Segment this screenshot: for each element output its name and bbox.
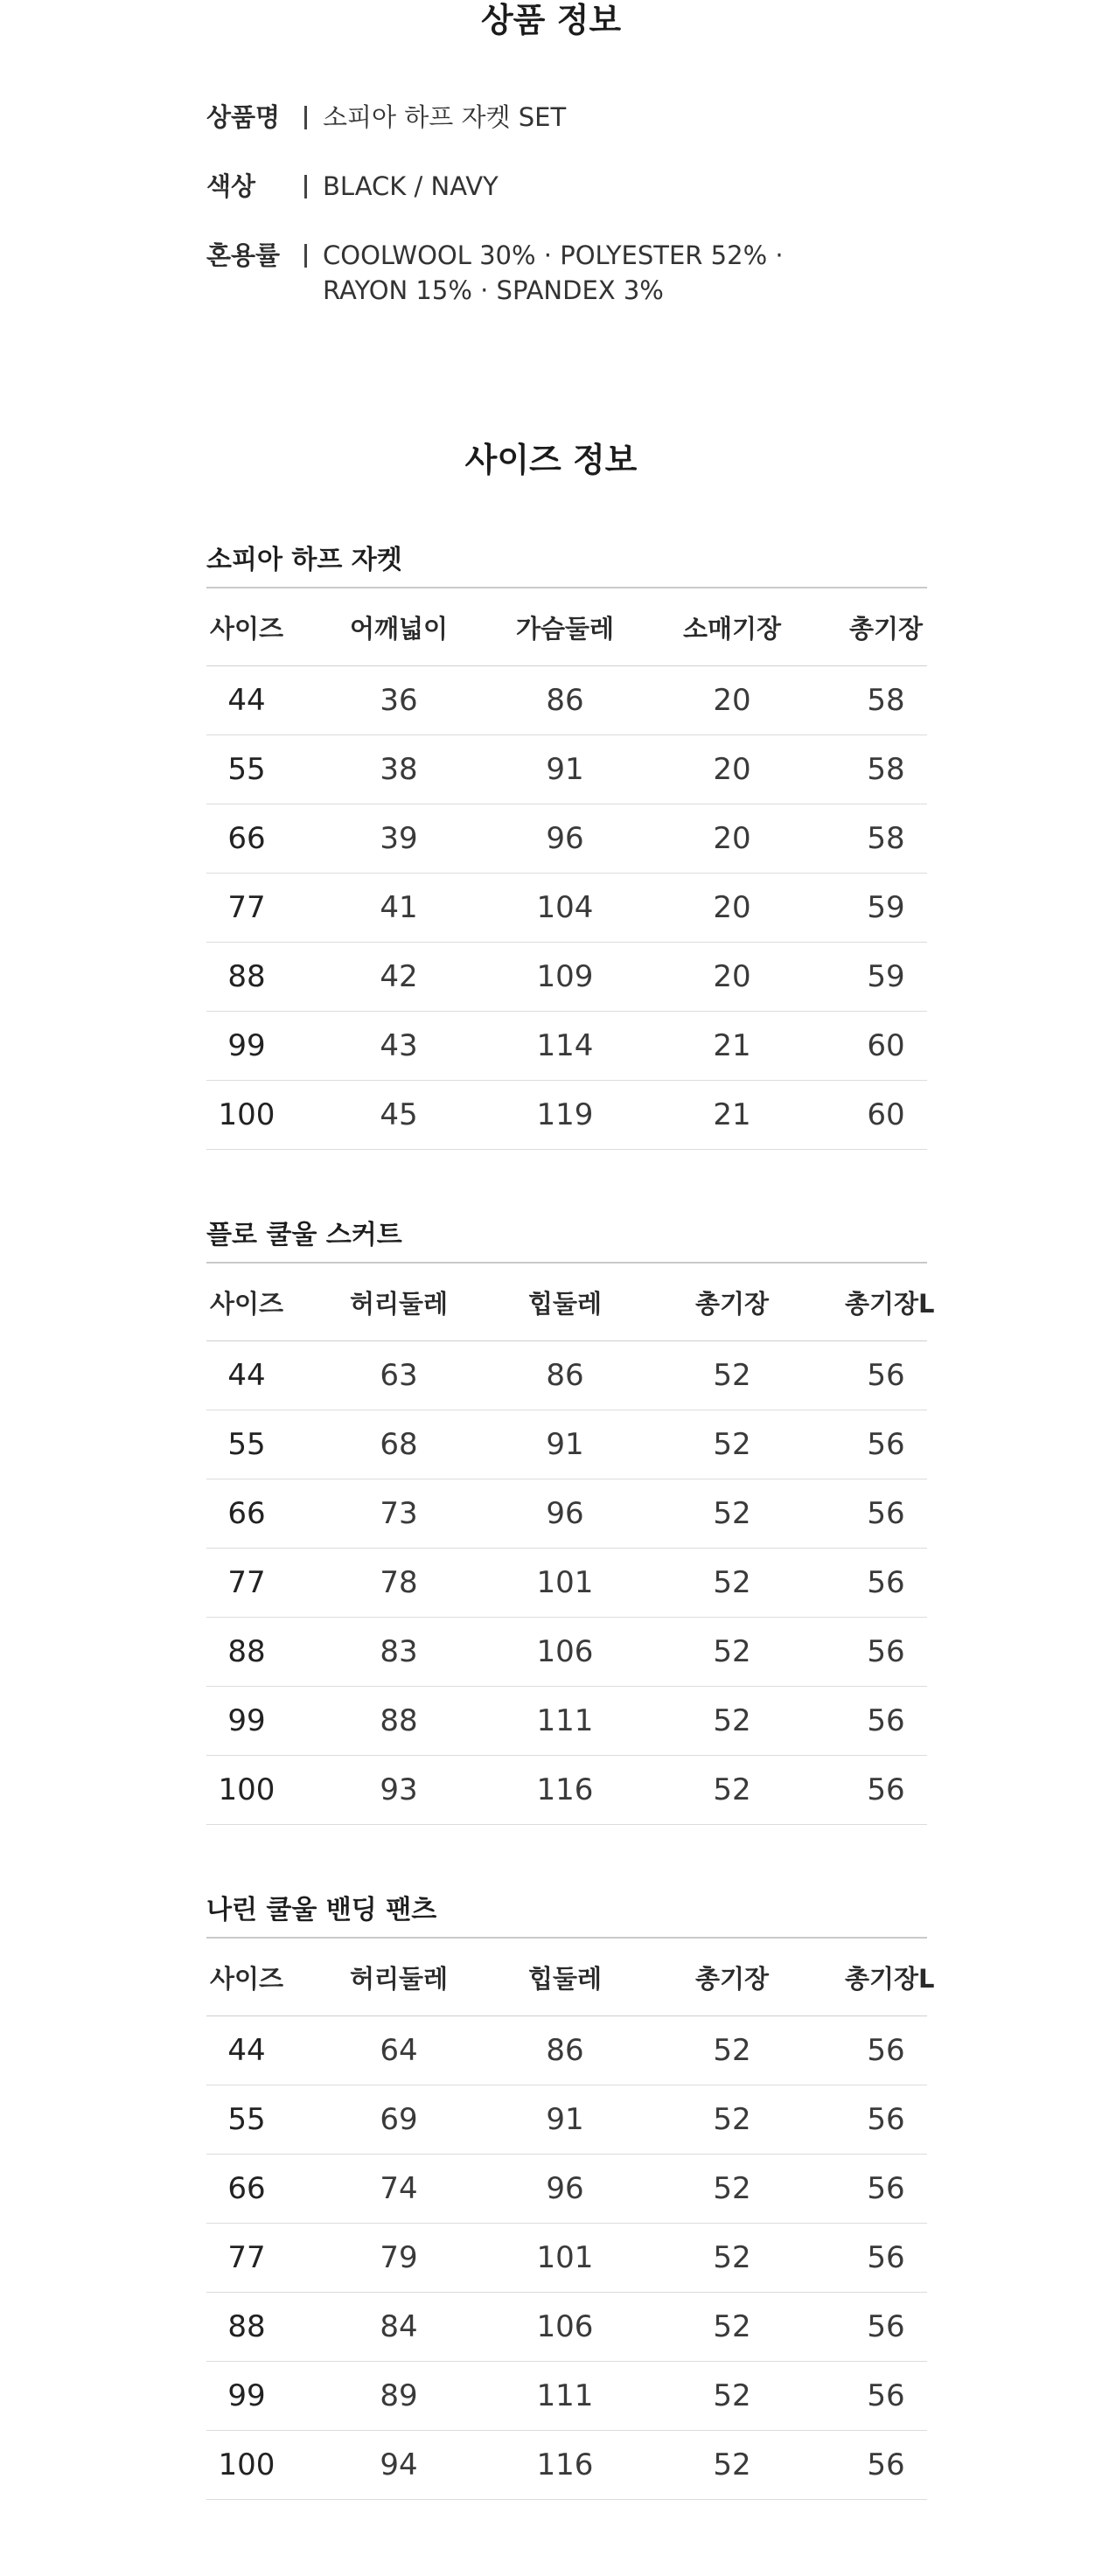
table-header-row: [206, 1939, 935, 2016]
table-row: [206, 1479, 927, 1549]
size-cell: 77: [227, 2240, 266, 2275]
measure-cell: 56: [867, 2033, 905, 2068]
info-value-line: BLACK / NAVY: [323, 171, 499, 201]
measure-cell: 56: [867, 2240, 905, 2275]
measure-cell: 104: [536, 890, 594, 925]
column-header: 힙둘레: [527, 1963, 603, 1994]
info-label: 색상: [206, 171, 256, 201]
measure-cell: 58: [867, 821, 905, 856]
size-cell: 77: [227, 1565, 266, 1600]
column-header: 사이즈: [209, 1288, 284, 1319]
size-cell: 77: [227, 890, 266, 925]
table-row: [206, 874, 927, 943]
size-cell: 99: [227, 1703, 266, 1738]
info-value-line: COOLWOOL 30% · POLYESTER 52% ·: [323, 240, 784, 270]
size-cell: 44: [227, 1358, 266, 1393]
table-row: [206, 666, 927, 735]
measure-cell: 111: [536, 1703, 594, 1738]
measure-cell: 86: [546, 2033, 584, 2068]
table-row: [206, 804, 927, 874]
size-cell: 44: [227, 683, 266, 718]
measure-cell: 21: [713, 1028, 751, 1063]
measure-cell: 109: [536, 959, 594, 994]
size-cell: 66: [227, 821, 266, 856]
measure-cell: 56: [867, 1634, 905, 1669]
measure-cell: 38: [380, 752, 418, 787]
column-header: 허리둘레: [349, 1288, 449, 1319]
measure-cell: 52: [713, 2171, 751, 2206]
measure-cell: 116: [536, 1772, 594, 1807]
size-cell: 55: [227, 2102, 266, 2137]
table-row: [206, 1341, 927, 1410]
product-info-title: 상품 정보: [480, 1, 622, 39]
column-header: 총기장: [694, 1963, 770, 1994]
info-value: [323, 169, 499, 204]
column-header: 사이즈: [209, 1963, 284, 1994]
column-header: 총기장L: [845, 1963, 935, 1994]
measure-cell: 59: [867, 890, 905, 925]
measure-cell: 111: [536, 2378, 594, 2413]
table-title: 소피아 하프 자켓: [206, 543, 927, 588]
measure-cell: 21: [713, 1097, 751, 1132]
table-row: [206, 1081, 927, 1150]
size-cell: 55: [227, 752, 266, 787]
measure-cell: 106: [536, 2309, 594, 2344]
table-header-row: [206, 1264, 935, 1341]
measure-cell: 91: [546, 1427, 584, 1462]
measure-cell: 79: [380, 2240, 418, 2275]
measure-cell: 52: [713, 1427, 751, 1462]
measure-cell: 83: [380, 1634, 418, 1669]
measure-cell: 52: [713, 1496, 751, 1531]
size-cell: 88: [227, 2309, 266, 2344]
measure-cell: 52: [713, 2447, 751, 2482]
measure-cell: 56: [867, 2378, 905, 2413]
table-row: [206, 735, 927, 804]
measure-cell: 101: [536, 2240, 594, 2275]
measure-cell: 101: [536, 1565, 594, 1600]
measure-cell: 56: [867, 1703, 905, 1738]
table-title: 나린 쿨울 밴딩 팬츠: [206, 1893, 927, 1939]
info-value-line: 소피아 하프 자켓 SET: [323, 102, 567, 132]
measure-cell: 56: [867, 2171, 905, 2206]
table-row: [206, 2016, 927, 2085]
measure-cell: 52: [713, 1703, 751, 1738]
table-row: [206, 2293, 927, 2362]
table-row: [206, 1012, 927, 1081]
size-cell: 99: [227, 1028, 266, 1063]
size-table-skirt: [206, 1218, 935, 1825]
table-row: [206, 943, 927, 1012]
measure-cell: 63: [380, 1358, 418, 1393]
measure-cell: 88: [380, 1703, 418, 1738]
measure-cell: 56: [867, 2447, 905, 2482]
table-row: [206, 2362, 927, 2431]
measure-cell: 68: [380, 1427, 418, 1462]
measure-cell: 20: [713, 821, 751, 856]
column-header: 총기장: [848, 613, 924, 644]
measure-cell: 91: [546, 752, 584, 787]
size-cell: 100: [218, 1097, 276, 1132]
measure-cell: 69: [380, 2102, 418, 2137]
measure-cell: 73: [380, 1496, 418, 1531]
measure-cell: 74: [380, 2171, 418, 2206]
info-value: [323, 238, 784, 308]
size-info-title: 사이즈 정보: [464, 441, 638, 479]
size-cell: 44: [227, 2033, 266, 2068]
size-cell: 99: [227, 2378, 266, 2413]
measure-cell: 52: [713, 2309, 751, 2344]
size-cell: 88: [227, 959, 266, 994]
info-row-material: [206, 238, 784, 308]
measure-cell: 60: [867, 1028, 905, 1063]
measure-cell: 94: [380, 2447, 418, 2482]
size-cell: 55: [227, 1427, 266, 1462]
info-divider: [304, 244, 307, 268]
column-header: 허리둘레: [349, 1963, 449, 1994]
size-table-jacket: [206, 543, 927, 1150]
measure-cell: 59: [867, 959, 905, 994]
measure-cell: 64: [380, 2033, 418, 2068]
info-row-product-name: [206, 100, 566, 135]
table-row: [206, 1549, 927, 1618]
measure-cell: 52: [713, 2240, 751, 2275]
measure-cell: 56: [867, 1772, 905, 1807]
measure-cell: 43: [380, 1028, 418, 1063]
measure-cell: 52: [713, 1565, 751, 1600]
table-row: [206, 1687, 927, 1756]
measure-cell: 36: [380, 683, 418, 718]
info-row-color: [206, 169, 499, 204]
measure-cell: 96: [546, 2171, 584, 2206]
measure-cell: 116: [536, 2447, 594, 2482]
table-title: 플로 쿨울 스커트: [206, 1218, 927, 1264]
size-cell: 100: [218, 2447, 276, 2482]
measure-cell: 93: [380, 1772, 418, 1807]
size-table-pants: [206, 1893, 935, 2500]
measure-cell: 60: [867, 1097, 905, 1132]
measure-cell: 52: [713, 1358, 751, 1393]
measure-cell: 52: [713, 2102, 751, 2137]
size-cell: 66: [227, 2171, 266, 2206]
info-value-line: RAYON 15% · SPANDEX 3%: [323, 275, 664, 305]
measure-cell: 41: [380, 890, 418, 925]
measure-cell: 78: [380, 1565, 418, 1600]
measure-cell: 45: [380, 1097, 418, 1132]
table-row: [206, 1410, 927, 1479]
info-divider: [304, 106, 307, 129]
measure-cell: 106: [536, 1634, 594, 1669]
measure-cell: 58: [867, 752, 905, 787]
measure-cell: 58: [867, 683, 905, 718]
column-header: 가슴둘레: [515, 613, 615, 644]
measure-cell: 96: [546, 821, 584, 856]
column-header: 어깨넓이: [349, 613, 449, 644]
measure-cell: 56: [867, 2102, 905, 2137]
column-header: 사이즈: [209, 613, 284, 644]
measure-cell: 119: [536, 1097, 594, 1132]
measure-cell: 89: [380, 2378, 418, 2413]
measure-cell: 56: [867, 1565, 905, 1600]
measure-cell: 20: [713, 683, 751, 718]
measure-cell: 86: [546, 683, 584, 718]
measure-cell: 20: [713, 959, 751, 994]
table-row: [206, 2155, 927, 2224]
table-row: [206, 2431, 927, 2500]
table-row: [206, 2224, 927, 2293]
measure-cell: 96: [546, 1496, 584, 1531]
measure-cell: 42: [380, 959, 418, 994]
measure-cell: 56: [867, 1496, 905, 1531]
measure-cell: 20: [713, 752, 751, 787]
measure-cell: 39: [380, 821, 418, 856]
measure-cell: 84: [380, 2309, 418, 2344]
measure-cell: 52: [713, 2033, 751, 2068]
table-row: [206, 1756, 927, 1825]
measure-cell: 91: [546, 2102, 584, 2137]
measure-cell: 114: [536, 1028, 594, 1063]
column-header: 소매기장: [682, 613, 782, 644]
measure-cell: 86: [546, 1358, 584, 1393]
size-cell: 88: [227, 1634, 266, 1669]
measure-cell: 20: [713, 890, 751, 925]
measure-cell: 56: [867, 1427, 905, 1462]
info-divider: [304, 175, 307, 198]
info-label: 상품명: [206, 102, 281, 132]
info-value: [323, 100, 566, 135]
info-label: 혼용률: [206, 240, 281, 270]
column-header: 힙둘레: [527, 1288, 603, 1319]
measure-cell: 52: [713, 1772, 751, 1807]
measure-cell: 56: [867, 2309, 905, 2344]
measure-cell: 56: [867, 1358, 905, 1393]
column-header: 총기장L: [845, 1288, 935, 1319]
measure-cell: 52: [713, 1634, 751, 1669]
size-cell: 66: [227, 1496, 266, 1531]
table-row: [206, 2085, 927, 2155]
size-cell: 100: [218, 1772, 276, 1807]
column-header: 총기장: [694, 1288, 770, 1319]
table-row: [206, 1618, 927, 1687]
measure-cell: 52: [713, 2378, 751, 2413]
table-header-row: [206, 588, 927, 666]
